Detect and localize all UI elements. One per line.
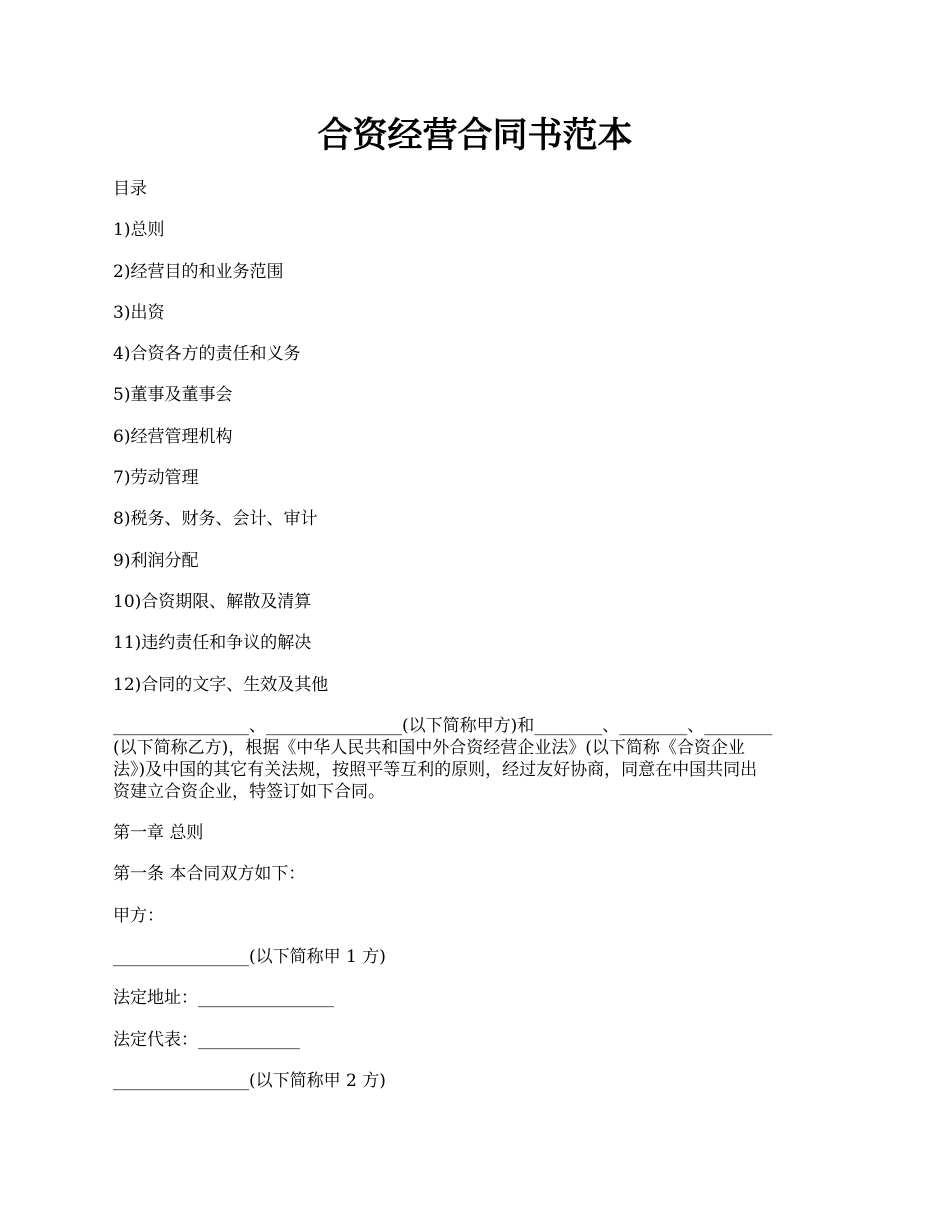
party-a1-line: ________________(以下简称甲 1 方) — [113, 947, 386, 968]
toc-item: 7)劳动管理 — [113, 468, 199, 489]
toc-item: 5)董事及董事会 — [113, 385, 233, 406]
document-body — [113, 178, 838, 1111]
legal-rep-line: 法定代表：____________ — [113, 1029, 300, 1050]
document-title: 合资经营合同书范本 — [317, 115, 633, 156]
preamble-line: 法》)及中国的其它有关法规，按照平等互利的原则，经过友好协商，同意在中国共同出 — [113, 759, 758, 780]
preamble-paragraph — [113, 715, 838, 803]
toc-item: 9)利润分配 — [113, 550, 199, 571]
toc-item: 10)合资期限、解散及清算 — [113, 591, 312, 612]
preamble-line: (以下简称乙方)，根据《中华人民共和国中外合资经营企业法》(以下简称《合资企业 — [113, 737, 745, 758]
toc-item: 8)税务、财务、会计、审计 — [113, 509, 318, 530]
preamble-line: ________________、________________(以下简称甲方)和________、________、________ — [113, 715, 773, 736]
toc-item: 6)经营管理机构 — [113, 426, 233, 447]
toc-item: 11)违约责任和争议的解决 — [113, 633, 312, 654]
toc-item: 1)总则 — [113, 220, 165, 241]
preamble-line: 资建立合资企业，特签订如下合同。 — [113, 781, 385, 802]
article-heading: 第一条 本合同双方如下： — [113, 864, 306, 885]
toc-item: 2)经营目的和业务范围 — [113, 261, 284, 282]
party-a-label: 甲方： — [113, 905, 164, 926]
chapter-heading: 第一章 总则 — [113, 823, 204, 844]
toc-item: 12)合同的文字、生效及其他 — [113, 674, 329, 695]
legal-address-line: 法定地址：________________ — [113, 988, 334, 1009]
toc-heading: 目录 — [113, 179, 147, 199]
toc-item: 3)出资 — [113, 302, 165, 323]
toc-item: 4)合资各方的责任和义务 — [113, 344, 301, 365]
party-a2-line: ________________(以下简称甲 2 方) — [113, 1070, 386, 1091]
